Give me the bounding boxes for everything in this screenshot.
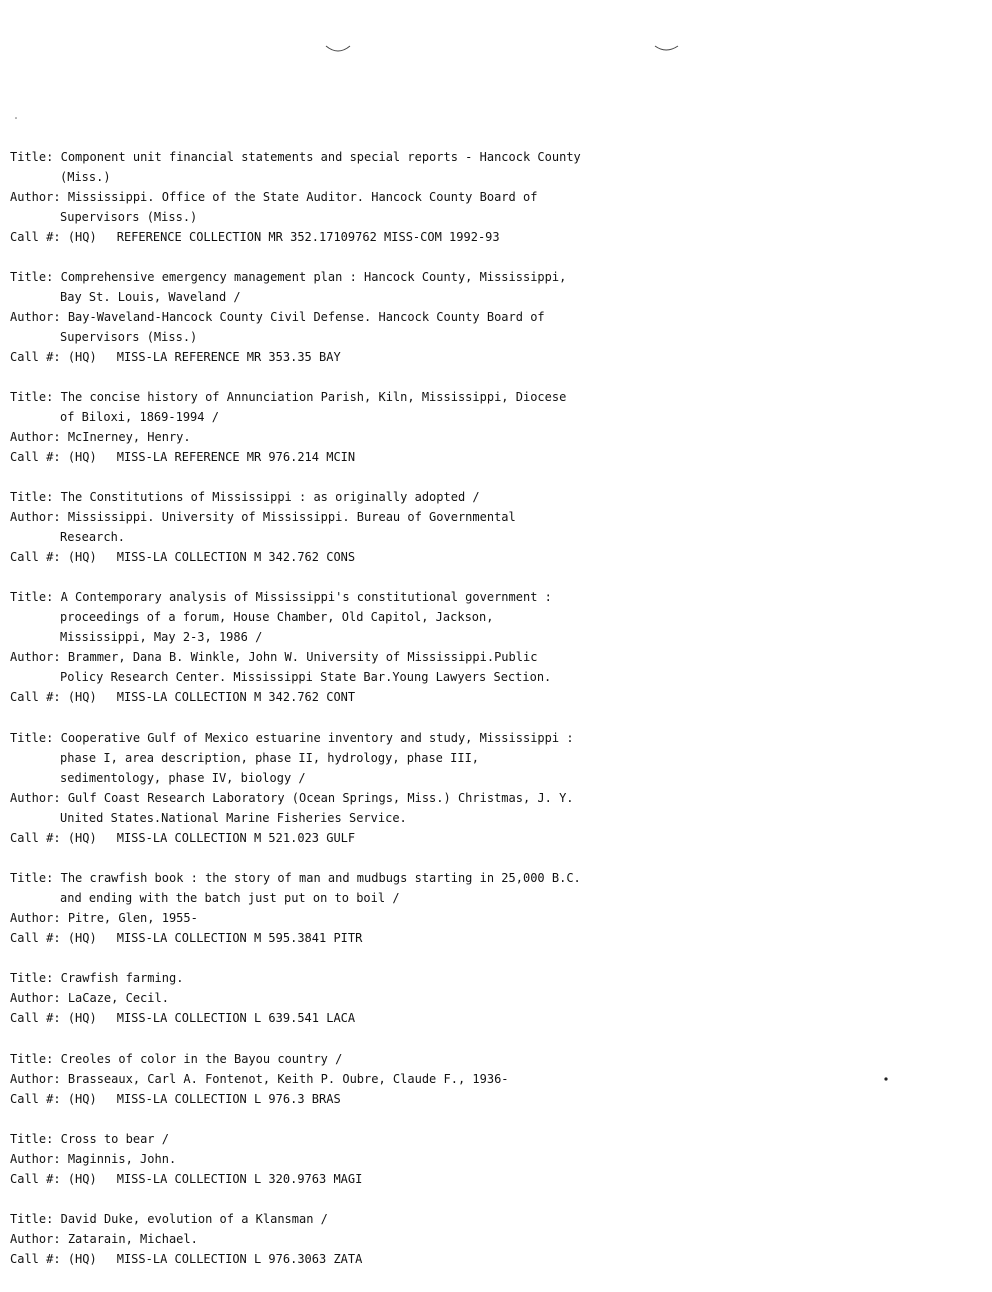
call-number-line — [10, 828, 590, 848]
author-label: Author: — [10, 1072, 61, 1086]
author-line — [10, 1229, 590, 1249]
title-label: Title: — [10, 390, 54, 404]
author-line — [10, 788, 590, 808]
call-label: Call #: — [10, 550, 61, 564]
call-number-line — [10, 447, 590, 467]
author-text: McInerney, Henry. — [67, 430, 191, 444]
title-label: Title: — [10, 1132, 54, 1146]
title-line — [10, 868, 590, 888]
title-continuation: proceedings of a forum, House Chamber, Old Capitol, Jackson, — [60, 610, 494, 624]
title-continuation: Bay St. Louis, Waveland / — [60, 290, 241, 304]
author-line — [10, 908, 590, 928]
title-line — [10, 1049, 590, 1069]
title-text: A Contemporary analysis of Mississippi's constitutional government : — [60, 590, 552, 604]
title-continuation: phase I, area description, phase II, hydrology, phase III, — [60, 751, 480, 765]
author-line — [10, 307, 590, 327]
call-number-line — [10, 1008, 590, 1028]
call-number: REFERENCE COLLECTION MR 352.17109762 MISS-COM 1992-93 — [116, 230, 500, 244]
title-continuation: and ending with the batch just put on to boil / — [60, 891, 400, 905]
title-continuation: (Miss.) — [60, 170, 111, 184]
branch-code: (HQ) — [67, 550, 97, 564]
branch-code: (HQ) — [67, 1011, 97, 1025]
title-label: Title: — [10, 731, 54, 745]
scan-marks — [0, 0, 992, 140]
call-number: MISS-LA COLLECTION L 976.3063 ZATA — [116, 1252, 363, 1266]
title-text: The Constitutions of Mississippi : as originally adopted / — [60, 490, 480, 504]
title-line — [10, 587, 590, 607]
title-line — [10, 387, 590, 407]
title-continuation: of Biloxi, 1869-1994 / — [60, 410, 219, 424]
title-text: Creoles of color in the Bayou country / — [60, 1052, 343, 1066]
call-label: Call #: — [10, 1252, 61, 1266]
call-label: Call #: — [10, 450, 61, 464]
author-text: Mississippi. Office of the State Auditor. Hancock County Board of — [67, 190, 538, 204]
catalog-entry — [10, 587, 590, 707]
catalog-entry — [10, 1129, 590, 1189]
author-label: Author: — [10, 190, 61, 204]
title-line — [10, 968, 590, 988]
title-label: Title: — [10, 1052, 54, 1066]
title-label: Title: — [10, 871, 54, 885]
author-text: Brasseaux, Carl A. Fontenot, Keith P. Oubre, Claude F., 1936- — [67, 1072, 509, 1086]
title-line — [10, 728, 590, 748]
call-number: MISS-LA COLLECTION L 639.541 LACA — [116, 1011, 356, 1025]
catalog-entry — [10, 968, 590, 1028]
catalog-entry — [10, 147, 590, 247]
author-continuation: Supervisors (Miss.) — [60, 330, 198, 344]
author-label: Author: — [10, 911, 61, 925]
catalog-entry — [10, 487, 590, 567]
author-line — [10, 1149, 590, 1169]
branch-code: (HQ) — [67, 1252, 97, 1266]
branch-code: (HQ) — [67, 450, 97, 464]
call-label: Call #: — [10, 1172, 61, 1186]
title-text: Cross to bear / — [60, 1132, 169, 1146]
call-number: MISS-LA COLLECTION L 320.9763 MAGI — [116, 1172, 363, 1186]
title-text: Crawfish farming. — [60, 971, 184, 985]
call-number: MISS-LA COLLECTION M 595.3841 PITR — [116, 931, 363, 945]
author-label: Author: — [10, 650, 61, 664]
branch-code: (HQ) — [67, 1092, 97, 1106]
author-text: Zatarain, Michael. — [67, 1232, 198, 1246]
call-label: Call #: — [10, 931, 61, 945]
speck-mark — [884, 1077, 887, 1080]
author-line — [10, 187, 590, 207]
title-label: Title: — [10, 150, 54, 164]
author-label: Author: — [10, 310, 61, 324]
author-line — [10, 988, 590, 1008]
branch-code: (HQ) — [67, 230, 97, 244]
author-label: Author: — [10, 1232, 61, 1246]
author-label: Author: — [10, 430, 61, 444]
title-label: Title: — [10, 590, 54, 604]
author-text: Gulf Coast Research Laboratory (Ocean Springs, Miss.) Christmas, J. Y. — [67, 791, 574, 805]
branch-code: (HQ) — [67, 831, 97, 845]
title-text: Component unit financial statements and special reports - Hancock County — [60, 150, 581, 164]
call-number-line — [10, 1169, 590, 1189]
call-number-line — [10, 547, 590, 567]
author-label: Author: — [10, 1152, 61, 1166]
call-number-line — [10, 687, 590, 707]
call-number: MISS-LA COLLECTION M 342.762 CONS — [116, 550, 356, 564]
binder-hole-mark — [655, 46, 678, 50]
call-number-line — [10, 347, 590, 367]
author-text: Pitre, Glen, 1955- — [67, 911, 198, 925]
title-line — [10, 1209, 590, 1229]
title-label: Title: — [10, 971, 54, 985]
title-line — [10, 487, 590, 507]
author-continuation: Policy Research Center. Mississippi State Bar.Young Lawyers Section. — [60, 670, 552, 684]
branch-code: (HQ) — [67, 931, 97, 945]
author-label: Author: — [10, 510, 61, 524]
author-line — [10, 507, 590, 527]
call-number: MISS-LA COLLECTION L 976.3 BRAS — [116, 1092, 341, 1106]
call-label: Call #: — [10, 831, 61, 845]
catalog-entry — [10, 387, 590, 467]
branch-code: (HQ) — [67, 350, 97, 364]
call-label: Call #: — [10, 1011, 61, 1025]
author-text: Brammer, Dana B. Winkle, John W. University of Mississippi.Public — [67, 650, 538, 664]
author-label: Author: — [10, 991, 61, 1005]
title-line — [10, 147, 590, 167]
catalog-entry — [10, 1209, 590, 1269]
title-line — [10, 267, 590, 287]
author-text: Mississippi. University of Mississippi. Bureau of Governmental — [67, 510, 516, 524]
call-label: Call #: — [10, 690, 61, 704]
catalog-entry — [10, 1049, 590, 1109]
catalog-entry — [10, 868, 590, 948]
author-line — [10, 1069, 590, 1089]
title-text: Cooperative Gulf of Mexico estuarine inventory and study, Mississippi : — [60, 731, 574, 745]
author-label: Author: — [10, 791, 61, 805]
title-text: The crawfish book : the story of man and mudbugs starting in 25,000 B.C. — [60, 871, 581, 885]
call-label: Call #: — [10, 350, 61, 364]
author-line — [10, 427, 590, 447]
binder-hole-mark — [326, 46, 350, 51]
call-number-line — [10, 928, 590, 948]
branch-code: (HQ) — [67, 690, 97, 704]
call-number: MISS-LA REFERENCE MR 353.35 BAY — [116, 350, 341, 364]
call-label: Call #: — [10, 1092, 61, 1106]
author-text: LaCaze, Cecil. — [67, 991, 169, 1005]
author-continuation: Research. — [60, 530, 126, 544]
call-number-line — [10, 227, 590, 247]
title-label: Title: — [10, 1212, 54, 1226]
author-text: Maginnis, John. — [67, 1152, 177, 1166]
author-continuation: United States.National Marine Fisheries Service. — [60, 811, 407, 825]
title-label: Title: — [10, 270, 54, 284]
branch-code: (HQ) — [67, 1172, 97, 1186]
author-text: Bay-Waveland-Hancock County Civil Defense. Hancock County Board of — [67, 310, 545, 324]
title-label: Title: — [10, 490, 54, 504]
call-number-line — [10, 1249, 590, 1269]
title-text: David Duke, evolution of a Klansman / — [60, 1212, 328, 1226]
title-continuation: sedimentology, phase IV, biology / — [60, 771, 306, 785]
call-number-line — [10, 1089, 590, 1109]
title-text: Comprehensive emergency management plan : Hancock County, Mississippi, — [60, 270, 567, 284]
title-continuation: Mississippi, May 2-3, 1986 / — [60, 630, 263, 644]
author-line — [10, 647, 590, 667]
catalog-entry — [10, 728, 590, 848]
speck-mark — [15, 117, 17, 119]
catalog-entry — [10, 267, 590, 367]
title-line — [10, 1129, 590, 1149]
call-label: Call #: — [10, 230, 61, 244]
call-number: MISS-LA COLLECTION M 342.762 CONT — [116, 690, 356, 704]
call-number: MISS-LA COLLECTION M 521.023 GULF — [116, 831, 356, 845]
title-text: The concise history of Annunciation Parish, Kiln, Mississippi, Diocese — [60, 390, 567, 404]
author-continuation: Supervisors (Miss.) — [60, 210, 198, 224]
call-number: MISS-LA REFERENCE MR 976.214 MCIN — [116, 450, 356, 464]
